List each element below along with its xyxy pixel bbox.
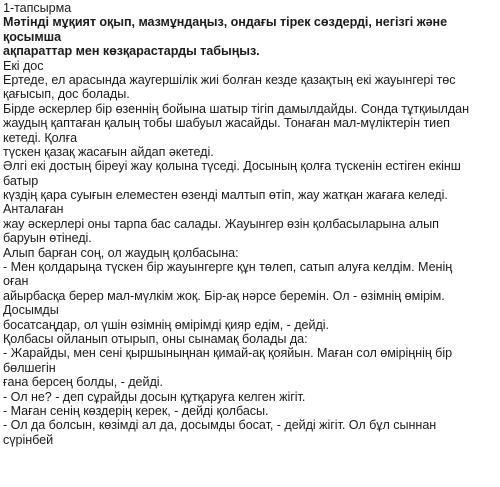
text-line: Бірде әскерлер бір өзеннің бойына шатыр тігіп дамылдайды. Сонда тұтқиылдан bbox=[3, 101, 470, 116]
text-line: кетеді. Қолға bbox=[3, 130, 78, 145]
text-line: батыр bbox=[3, 173, 39, 188]
heading-line: ақпараттар мен көзқарастарды табыңыз. bbox=[3, 44, 260, 59]
text-line: Анталаған bbox=[3, 202, 64, 217]
heading-line: 1-тапсырма bbox=[3, 1, 72, 15]
story-text bbox=[3, 59, 500, 448]
text-line: бөлшегін bbox=[3, 360, 56, 375]
text-line: - Ол да болсын, көзімді ал да, досымды босат, - дейді жігіт. Ол бұл сыннан bbox=[3, 418, 437, 433]
text-line: - Маған сенің көздерің керек, - дейді қолбасы. bbox=[3, 403, 269, 418]
task-heading bbox=[3, 1, 500, 59]
text-line: Қолбасы ойланып отырып, оны сынамақ болады да: bbox=[3, 331, 308, 346]
story-title: Екі дос bbox=[3, 58, 44, 73]
text-line: күздің қара суығын елеместен өзенді малтып өтіп, жау жатқан жағаға келеді. bbox=[3, 188, 448, 203]
text-line: айырбасқа берер мал-мүлкім жоқ. Бір-ақ нәрсе беремін. Ол - өзімнің өмірім. bbox=[3, 288, 445, 303]
text-line: - Жарайды, мен сені қыршыныңнан қимай-ақ қояйын. Маған сол өміріңнің бір bbox=[3, 346, 453, 361]
text-line: қағысып, дос болады. bbox=[3, 87, 130, 102]
document-page bbox=[3, 1, 500, 487]
text-line: Досымды bbox=[3, 303, 59, 318]
text-line: түскен қазақ жасағын айдап әкетеді. bbox=[3, 144, 214, 159]
heading-line: қосымша bbox=[3, 29, 62, 44]
text-line: Ертеде, ел арасында жаугершілік жиі болған кезде қазақтың екі жауынгері төс bbox=[3, 72, 456, 87]
text-line: - Мен қолдарыңа түскен бір жауынгерге құн төлеп, сатып алуға келдім. Менің bbox=[3, 260, 453, 275]
text-line: босатсаңдар, ол үшін өзімнің өмірімді қияр едім, - дейді. bbox=[3, 317, 329, 332]
text-line: Әлгі екі достың біреуі жау қолына түседі. Досының қолға түскенін естіген екінш bbox=[3, 159, 461, 174]
heading-line: Мәтінді мұқият оқып, мазмұндаңыз, ондағы тірек сөздерді, негізгі және bbox=[3, 15, 448, 30]
text-line: - Ол не? - деп сұрайды досын құтқаруға келген жігіт. bbox=[3, 389, 306, 404]
text-line: сүрінбей bbox=[3, 432, 54, 447]
text-line: оған bbox=[3, 274, 29, 289]
text-line: ғана берсең болды, - дейді. bbox=[3, 375, 163, 390]
text-line: Алып барған соң, ол жаудың қолбасына: bbox=[3, 245, 239, 260]
text-line: жау әскерлері оны тарпа бас салады. Жауынгер өзін қолбасыларына алып bbox=[3, 216, 439, 231]
text-line: жаудың қаптаған қалың тобы шабуыл жасайды. Тонаған мал-мүліктерін тиеп bbox=[3, 116, 450, 131]
text-line: баруын өтінеді. bbox=[3, 231, 92, 246]
